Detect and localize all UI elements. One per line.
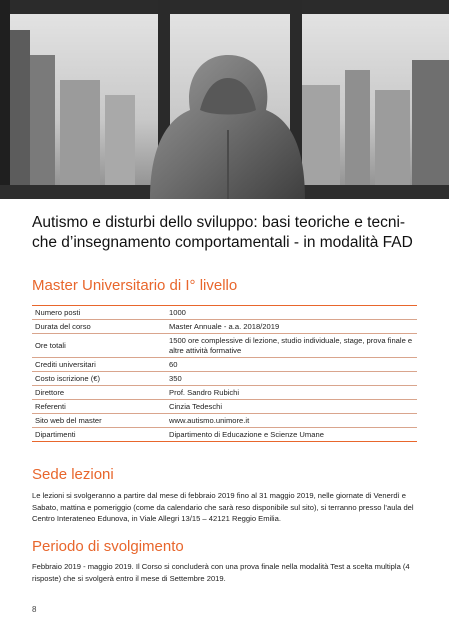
table-row [32,428,417,442]
table-row [32,400,417,414]
table-row [32,334,417,358]
row-value: 350 [166,372,417,386]
row-value[interactable]: www.autismo.unimore.it [166,414,417,428]
row-value: 1000 [166,306,417,320]
row-value: Dipartimento di Educazione e Scienze Umane [166,428,417,442]
periodo-text: Febbraio 2019 - maggio 2019. Il Corso si concluderà con una prova finale nella modalità Test a scelta multipla (4 risposte) che si svolgerà entro il mese di Settembre 2019. [32,562,410,583]
table-row [32,414,417,428]
table-row [32,372,417,386]
row-label: Ore totali [32,334,166,358]
row-value: Master Annuale - a.a. 2018/2019 [166,320,417,334]
row-value: 1500 ore complessive di lezione, studio individuale, stage, prova finale e altre attività formative [166,334,417,358]
row-label: Numero posti [32,306,166,320]
row-label: Sito web del master [32,414,166,428]
row-label: Durata del corso [32,320,166,334]
heading-periodo: Periodo di svolgimento [32,538,184,555]
row-label: Dipartimenti [32,428,166,442]
row-label: Crediti universitari [32,358,166,372]
table-row [32,358,417,372]
page-title: Autismo e disturbi dello sviluppo: basi teoriche e tecni-che d’insegnamento comportamentali - in modalità FAD [32,214,413,251]
row-label: Costo iscrizione (€) [32,372,166,386]
child-at-window-image [0,0,449,199]
row-label: Referenti [32,400,166,414]
heading-sede-lezioni: Sede lezioni [32,466,114,483]
course-info-table [32,305,417,442]
sede-lezioni-text: Le lezioni si svolgeranno a partire dal mese di febbraio 2019 fino al 31 maggio 2019, nelle giornate di Venerdì e Sabato, mattina e pomeriggio (come da calendario che sarà reso disponibile sul sito), si terranno presso l’aula del Centro Interateneo Edunova, in Viale Allegri 13/15 – 42121 Reggio Emilia. [32,491,414,524]
table-row [32,320,417,334]
subtitle-master: Master Universitario di I° livello [32,277,238,294]
table-row [32,306,417,320]
page-number: 8 [32,605,37,614]
row-value: Prof. Sandro Rubichi [166,386,417,400]
row-value: Cinzia Tedeschi [166,400,417,414]
row-value: 60 [166,358,417,372]
row-label: Direttore [32,386,166,400]
header-photo [0,0,449,199]
table-row [32,386,417,400]
